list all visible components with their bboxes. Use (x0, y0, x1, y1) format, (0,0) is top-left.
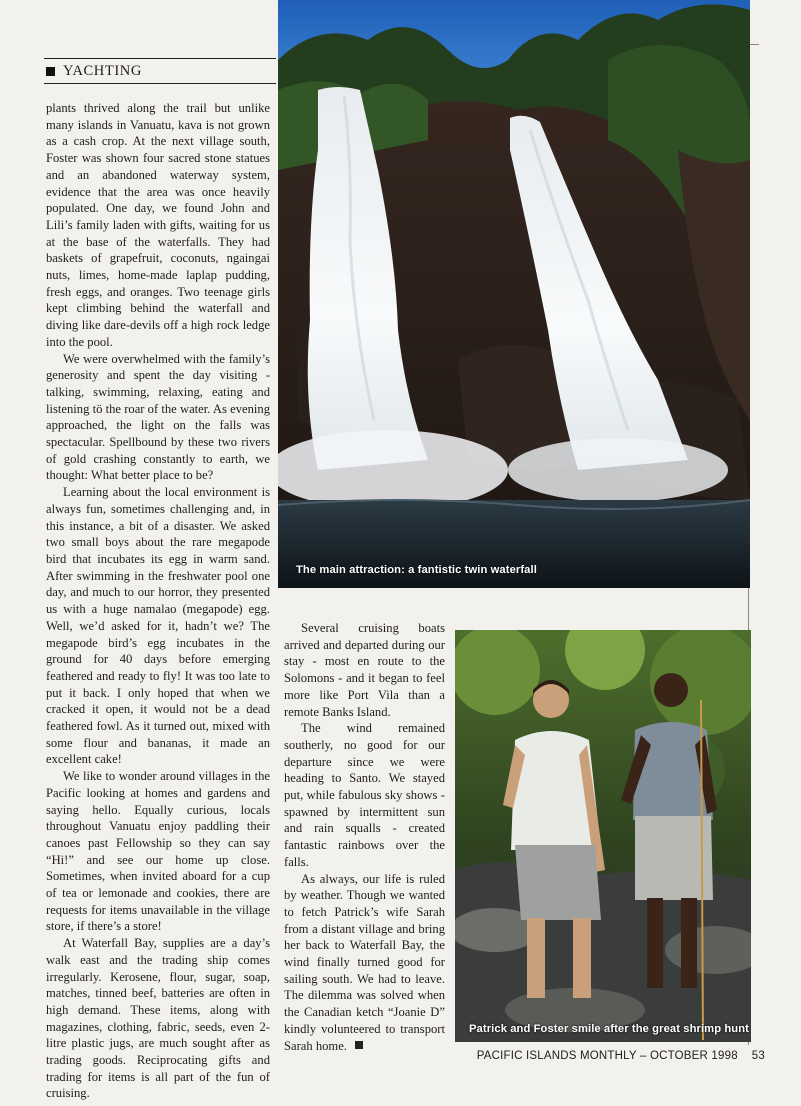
paragraph: Learning about the local environment is always fun, sometimes challenging and, in this instance, a bit of a disaster. We asked two small boys about the rare megapode bird that incubates its egg in warm sand. After swimming in the freshwater pool one day, and much to our horror, they presented us with a huge namalao (megapode) egg. Well, we’d asked for it, hadn’t we? The megapode bird’s egg incubates in the ground for 40 days before emerging feathered and ready to fly! It was too late to put it back. I only hoped that when we cracked it open, it would not be a dead feathered fowl. As it turned out, mixed with some flour and bananas, it made an excellent cake! (46, 485, 270, 767)
section-square-icon (46, 67, 55, 76)
paragraph: plants thrived along the trail but unlike many islands in Vanuatu, kava is not grown as a cash crop. At the next village south, Foster was shown four sacred stone statues and an abandoned waterway system, evidence that the area was once heavily populated. One day, we found John and Lili’s family laden with gifts, waiting for us at the base of the waterfalls. They had baskets of grapefruit, coconuts, ngaingai nuts, limes, home-made laplap pudding, fresh eggs, and oranges. Two teenage girls kept climbing behind the waterfall and diving like dare-devils off a high rock ledge into the pool. (46, 101, 270, 349)
waterfall-photo (278, 0, 750, 588)
paragraph: At Waterfall Bay, supplies are a day’s walk east and the trading ship comes irregularly. Kerosene, flour, sugar, soap, matches, tinned beef, batteries are often in high demand. These items, along with magazines, clothing, fabric, seeds, even 2-litre plastic jugs, are much sought after as trading goods. Reciprocating gifts and trading for items is all part of the fun of cruising. (46, 936, 270, 1101)
paragraph: We were overwhelmed with the family’s generosity and spent the day visiting - talking, swimming, relaxing, eating and listening tö the roar of the water. As evening approached, the light on the falls was spectacular. Spellbound by these two rivers of gold crashing constantly to earth, we thought: What better place to be? (46, 351, 270, 483)
paragraph: The wind remained southerly, no good for our departure since we were heading to Santo. We stayed put, while fabulous sky shows - spawned by intermittent sun and rain squalls - created fantastic rainbows over the falls. (284, 721, 445, 869)
people-photo (455, 630, 751, 1042)
article-column-middle (284, 620, 445, 1054)
paragraph: We like to wonder around villages in the Pacific looking at homes and gardens and saying hello. Equally curious, locals throughout Vanuatu enjoy paddling their canoes past Fellowship so they can say “Hi!” and see our home up close. Sometimes, when invited aboard for a cup of tea or lemonade and cookies, there are requests for items unavailable in the village store, if there’s a store! (46, 769, 270, 934)
end-of-article-icon (355, 1041, 363, 1049)
page-number: 53 (751, 1050, 765, 1062)
waterfall-photo-caption: The main attraction: a fantistic twin waterfall (296, 564, 537, 576)
paragraph (284, 871, 445, 1055)
article-column-left (46, 100, 270, 1102)
paragraph-text: As always, our life is ruled by weather. Though we wanted to fetch Patrick’s wife Sarah from a distant village and bring her back to Waterfall Bay, the wind finally turned good for sailing south. We had to leave. The dilemma was solved when the Canadian ketch “Joanie D” kindly volunteered to transport Sarah home. (284, 871, 445, 1053)
section-label: YACHTING (63, 62, 142, 79)
people-illustration (455, 630, 751, 1042)
paragraph: Several cruising boats arrived and departed during our stay - most en route to the Solomons - and it began to feel more like Port Vila than a remote Banks Island. (284, 621, 445, 719)
page-footer (477, 1050, 765, 1062)
section-header (44, 58, 276, 84)
waterfall-illustration (278, 0, 750, 588)
people-photo-caption: Patrick and Foster smile after the great shrimp hunt (469, 1023, 749, 1035)
publication-line: PACIFIC ISLANDS MONTHLY – OCTOBER 1998 (476, 1050, 738, 1062)
